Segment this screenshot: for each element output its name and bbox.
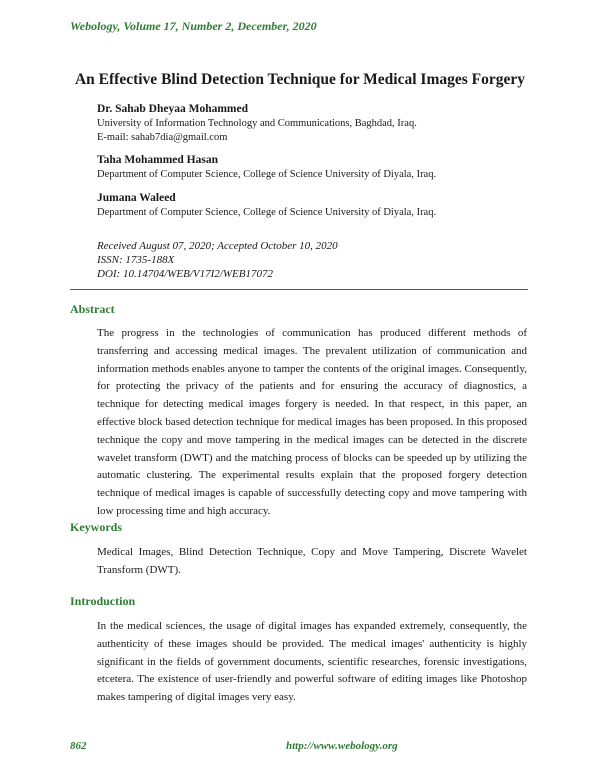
author-block — [97, 153, 557, 182]
introduction-text: In the medical sciences, the usage of digital images has expanded extremely, consequently, the authenticity of these images should be provided. The medical images' authenticity is highly significant in the fields of government documents, scientific researches, forensic investigations, etcetera. The existence of user-friendly and powerful software of editing images like Photoshop makes tampering of digital images very easy. — [97, 620, 527, 704]
author-block — [97, 191, 557, 220]
header-divider — [70, 289, 528, 290]
journal-header: Webology, Volume 17, Number 2, December, 2020 — [70, 19, 317, 33]
author-email: E-mail: sahab7dia@gmail.com — [97, 131, 228, 143]
abstract-heading: Abstract — [70, 302, 115, 316]
author-name: Dr. Sahab Dheyaa Mohammed — [97, 103, 249, 115]
author-affiliation: Department of Computer Science, College of Science University of Diyala, Iraq. — [97, 169, 437, 180]
issn: ISSN: 1735-188X — [97, 253, 175, 266]
publication-info — [97, 240, 338, 281]
keywords-heading: Keywords — [70, 520, 122, 534]
keywords-text: Medical Images, Blind Detection Technique, Copy and Move Tampering, Discrete Wavelet Transform (DWT). — [97, 546, 527, 576]
paper-title: An Effective Blind Detection Technique for Medical Images Forgery — [74, 71, 525, 88]
abstract-text: The progress in the technologies of communication has produced different methods of transferring and accessing medical images. The prevalent utilization of communication and information methods enables anyone to tamper the contents of the original images. Consequently, for protecting the privacy of the patients and for ensuring the accuracy of diagnostics, a technique for detecting medical images forgery is needed. In that respect, in this paper, an effective block based detection technique for medical images has been proposed. In this proposed technique the copy and move tampering in the medical images can be detected in the discrete wavelet transform (DWT) and the matching process of blocks can be speeded up by utilizing the automatic clustering. The experimental results explain that the proposed forgery detection technique of medical images is capable of successfully detecting copy and move tampering with low processing time and high accuracy. — [97, 327, 527, 517]
author-name: Jumana Waleed — [97, 191, 176, 204]
introduction-heading: Introduction — [70, 594, 136, 608]
doi: DOI: 10.14704/WEB/V17I2/WEB17072 — [97, 267, 273, 280]
author-name: Taha Mohammed Hasan — [97, 154, 218, 166]
author-list — [97, 102, 557, 228]
page-number: 862 — [70, 740, 87, 752]
footer-url[interactable]: http://www.webology.org — [286, 740, 398, 752]
author-affiliation: Department of Computer Science, College of Science University of Diyala, Iraq. — [97, 206, 437, 218]
received-date: Received August 07, 2020; Accepted October 10, 2020 — [97, 240, 338, 252]
author-affiliation: University of Information Technology and Communications, Baghdad, Iraq. — [97, 118, 417, 129]
author-block — [97, 102, 557, 144]
